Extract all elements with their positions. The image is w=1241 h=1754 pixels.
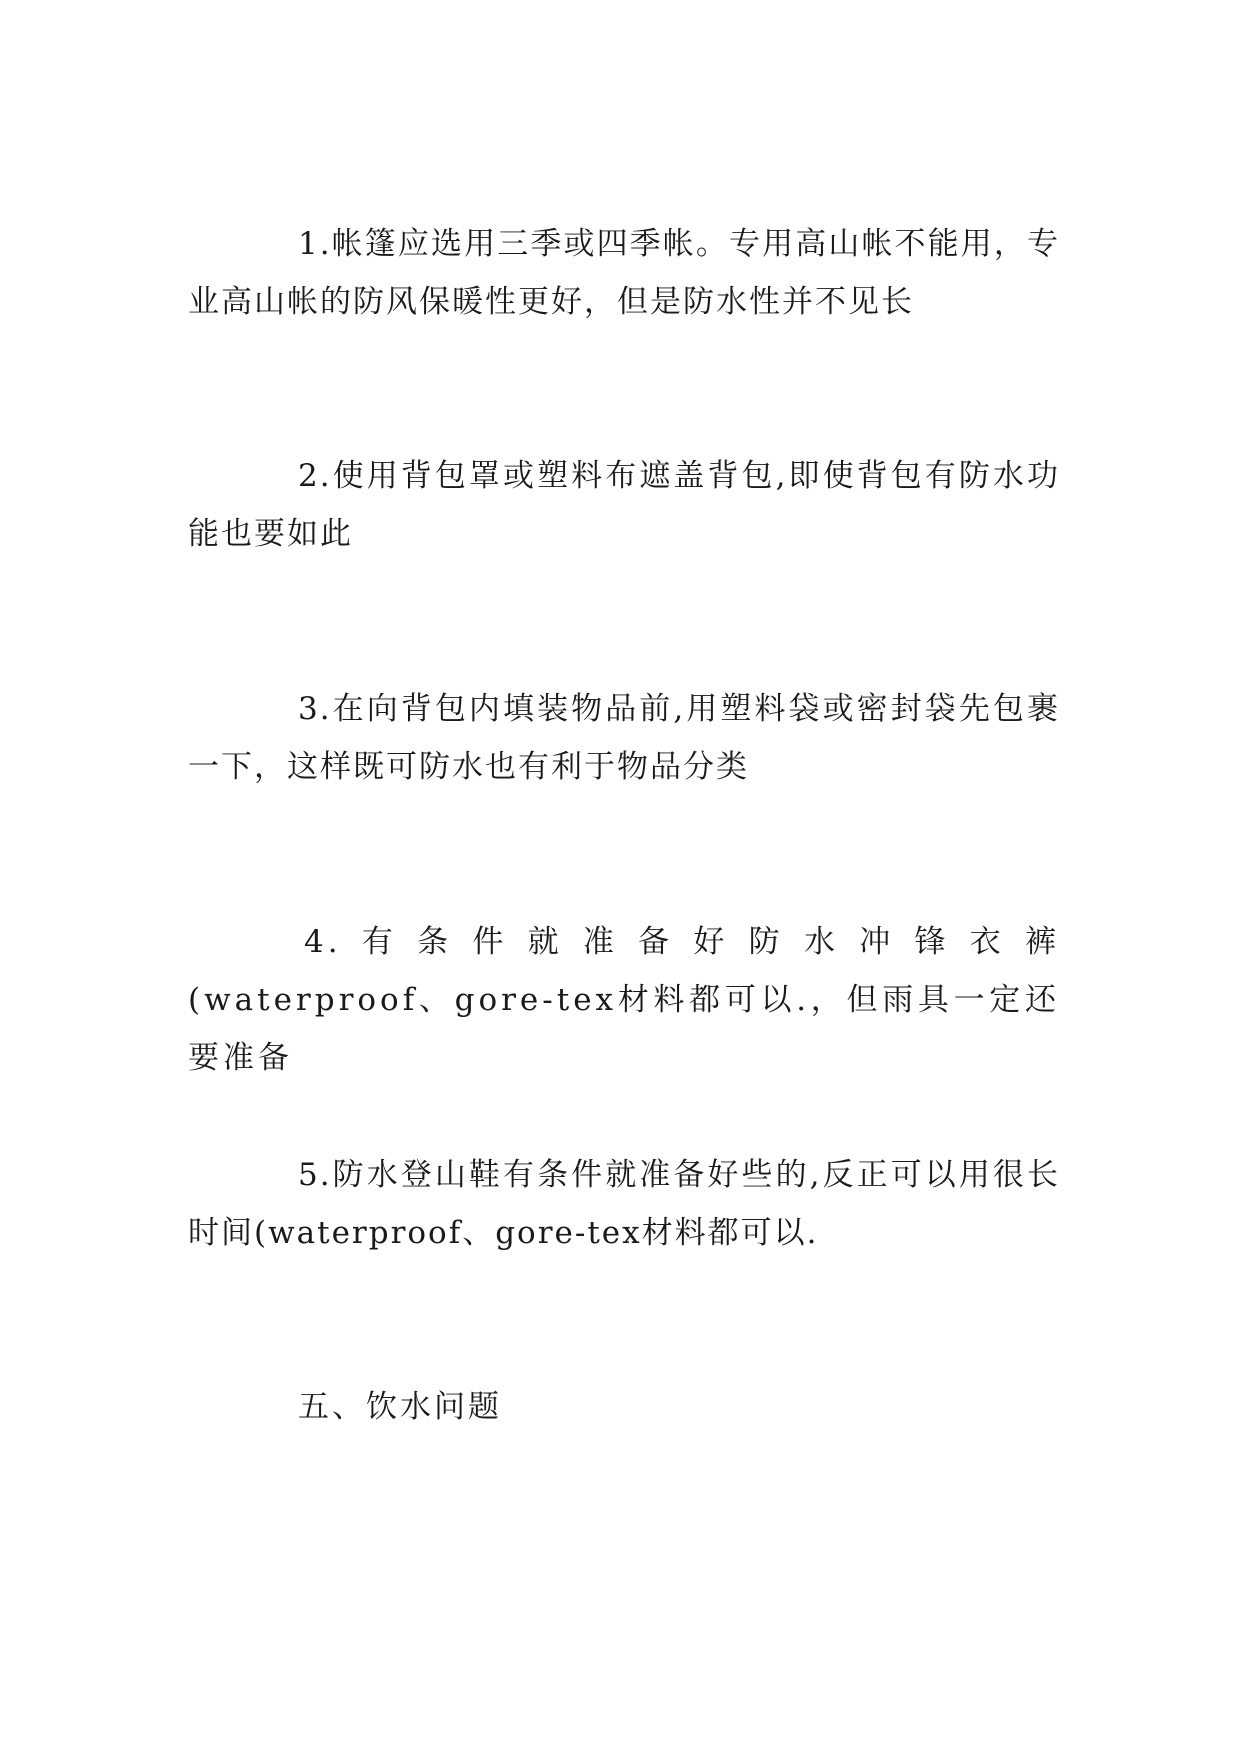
paragraph-packing-bags: 3.在向背包内填装物品前,用塑料袋或密封袋先包裹一下，这样既可防水也有利于物品分类: [188, 691, 1060, 785]
section-heading-drinking-water: 五、饮水问题: [298, 1389, 502, 1425]
paragraph-waterproof-shoes: 5.防水登山鞋有条件就准备好些的,反正可以用很长时间(waterproof、gore-tex材料都可以.: [188, 1157, 1060, 1251]
paragraph-backpack-cover: 2.使用背包罩或塑料布遮盖背包,即使背包有防水功能也要如此: [188, 458, 1060, 552]
paragraph-tent: 1.帐篷应选用三季或四季帐。专用高山帐不能用，专业高山帐的防风保暖性更好，但是防水性并不见长: [188, 226, 1060, 320]
paragraph-waterproof-jacket: 4.有条件就准备好防水冲锋衣裤(waterproof、gore-tex材料都可以.，但雨具一定还要准备: [188, 924, 1060, 1076]
